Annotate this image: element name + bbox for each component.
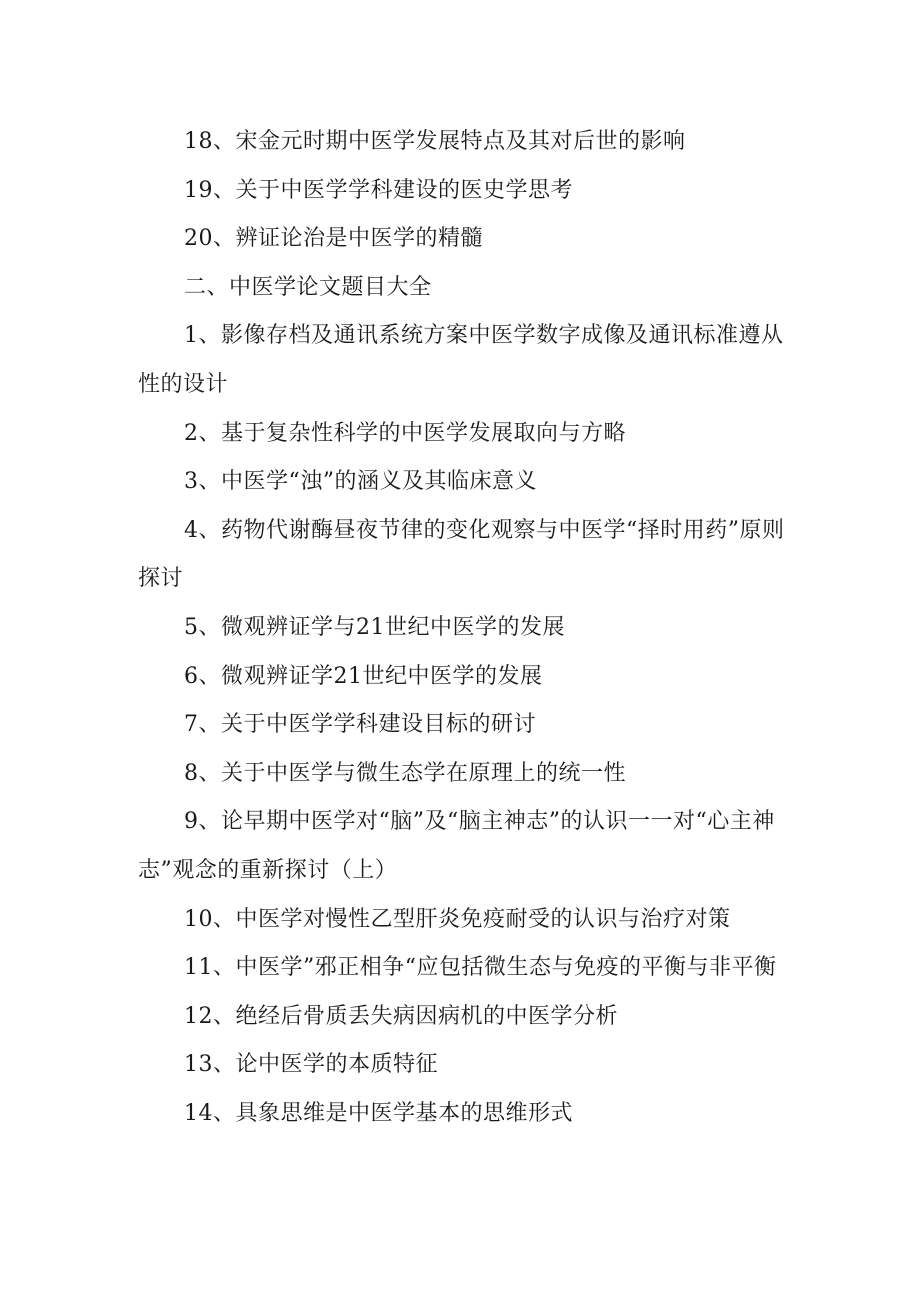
paragraph-14: 14、具象思维是中医学基本的思维形式	[184, 1100, 573, 1126]
paragraph-19: 19、关于中医学学科建设的医史学思考	[184, 177, 573, 203]
paragraph-2: 2、基于复杂性科学的中医学发展取向与方略	[184, 420, 626, 446]
document-body	[138, 118, 798, 1138]
paragraph-5: 5、微观辨证学与21世纪中医学的发展	[184, 614, 565, 640]
paragraph-7: 7、关于中医学学科建设目标的研讨	[184, 712, 536, 738]
paragraph-8: 8、关于中医学与微生态学在原理上的统一性	[184, 760, 626, 786]
paragraph-4: 4、药物代谢酶昼夜节律的变化观察与中医学“择时用药”原则探讨	[138, 517, 785, 592]
paragraph-1: 1、影像存档及通讯系统方案中医学数字成像及通讯标准遵从性的设计	[138, 323, 784, 397]
paragraph-20: 20、辨证论治是中医学的精髓	[184, 226, 483, 252]
paragraph-12: 12、绝经后骨质丢失病因病机的中医学分析	[184, 1003, 618, 1029]
paragraph-10: 10、中医学对慢性乙型肝炎免疫耐受的认识与治疗对策	[184, 906, 731, 932]
paragraph-3: 3、中医学“浊”的涵义及其临床意义	[184, 469, 537, 495]
section-heading: 二、中医学论文题目大全	[184, 274, 432, 300]
paragraph-11: 11、中医学”邪正相争“应包括微生态与免疫的平衡与非平衡	[184, 955, 777, 981]
paragraph-18: 18、宋金元时期中医学发展特点及其对后世的影响	[184, 129, 686, 154]
paragraph-6: 6、微观辨证学21世纪中医学的发展	[184, 663, 543, 689]
paragraph-13: 13、论中医学的本质特征	[184, 1052, 438, 1078]
paragraph-9: 9、论早期中医学对“脑”及“脑主神志”的认识一一对“心主神志”观念的重新探讨（上）	[138, 809, 775, 883]
